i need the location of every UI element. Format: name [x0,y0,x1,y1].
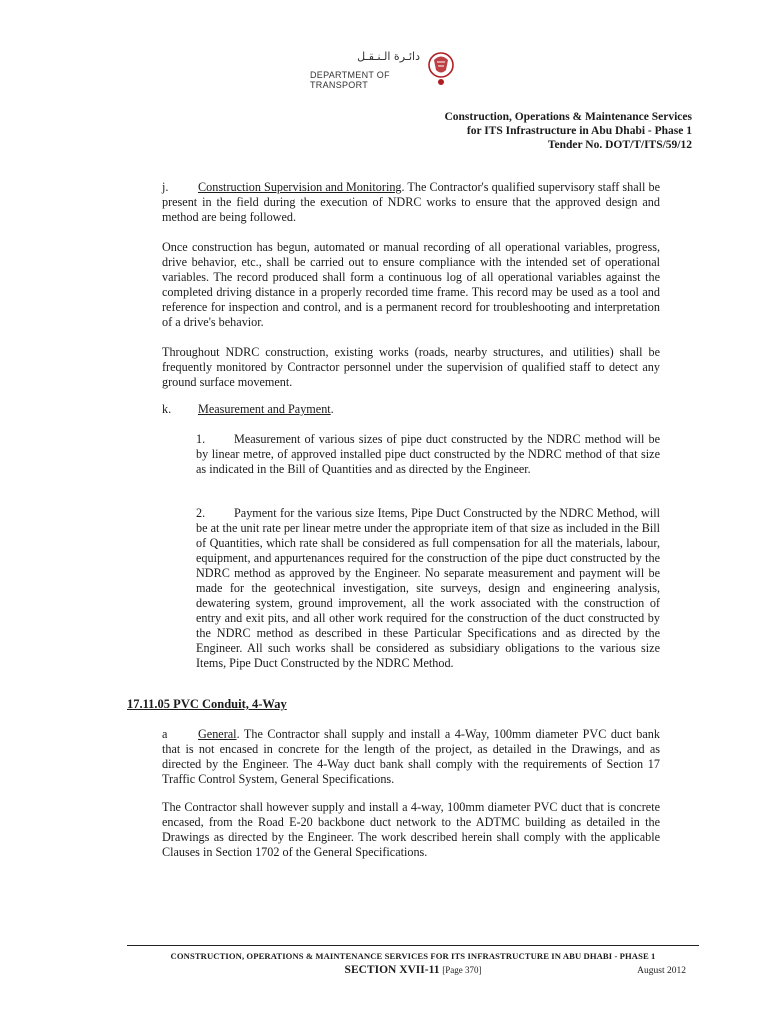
item-k2-text: Payment for the various size Items, Pipe Duct Constructed by the NDRC Method, will be at the unit rate per linear metre under the appropriate item of that size as included in the Bill of Quantities, which rate shall be considered as full compensation for all the materials, labour, equipment, and appurtenances required for the construction of the pipe duct constructed by the NDRC method as approved by the Engineer. No separate measurement and payment will be made for the geotechnical investigation, site surveys, design and engineering analysis, dewatering system, ground improvement, all the work associated with the construction of entry and exit pits, and all other work required for the construction of the duct constructed by the NDRC method as described in these Particular Specifications and as directed by the Engineer. All such works shall be considered as subsidiary obligations to the various size Items, Pipe Duct Constructed by the NDRC Method. [196,506,660,670]
section-title: 17.11.05 PVC Conduit, 4-Way [127,697,287,711]
header-line-3: Tender No. DOT/T/ITS/59/12 [547,139,692,151]
footer-page-number: [Page 370] [442,965,482,975]
recording-text: Once construction has begun, automated or manual recording of all operational variables, progress, drive behavior, etc., shall be carried out to ensure compliance with the intended set of operational variables. The record produced shall form a continuous log of all operational variables against the completed driving distance in a properly recorded time frame. This record may be used as a tool and reference for inspection and control, and is a permanent record for troubleshooting and interpretation of a drive's behavior. [162,240,660,329]
footer-divider [127,945,699,946]
footer-title: CONSTRUCTION, OPERATIONS & MAINTENANCE SERVICES FOR ITS INFRASTRUCTURE IN ABU DHABI - PHASE 1 [170,951,656,961]
item-a-text: . The Contractor shall supply and install a 4-Way, 100mm diameter PVC duct bank that is not encased in concrete for the length of the project, as detailed in the Drawings, and as directed by the Engineer. The 4-Way duct bank shall comply with the requirements of Section 17 Traffic Control System, General Specifications. [162,727,660,786]
footer-section: SECTION XVII-11 [344,964,440,976]
item-j-text: . The Contractor's qualified supervisory staff shall be present in the field during the execution of NDRC works to ensure that the approved design and method are being followed. [162,180,660,224]
item-k2-number: 2. [196,506,206,520]
footer-date: August 2012 [637,966,686,976]
header-line-1: Construction, Operations & Maintenance Services [444,111,692,123]
item-a-letter: a [162,727,168,741]
item-k-heading: Measurement and Payment [198,402,331,416]
recording-paragraph [162,240,660,330]
document-header [444,110,692,152]
logo-english-text: DEPARTMENT OF TRANSPORT [310,70,390,90]
header-line-2: for ITS Infrastructure in Abu Dhabi - Phase 1 [466,125,692,137]
item-a-heading: General [198,727,237,741]
item-k-period: . [330,402,334,416]
department-logo [310,48,460,98]
item-k1-number: 1. [196,432,206,446]
item-k2-paragraph [196,506,660,671]
item-k-heading-line [162,402,660,417]
item-a-paragraph [162,727,660,787]
logo-arabic-text: دائـرة الـنـقـل [357,50,420,63]
encased-text: The Contractor shall however supply and install a 4-way, 100mm diameter PVC duct that is concrete encased, from the Road E-20 backbone duct network to the ADTMC building as detailed in the Drawings as directed by the Engineer. The work described herein shall comply with the applicable Clauses in Section 1702 of the General Specifications. [162,800,660,859]
item-k1-paragraph [196,432,660,477]
item-j-paragraph [162,180,660,225]
item-k1-text: Measurement of various sizes of pipe duct constructed by the NDRC method will be by linear metre, of approved installed pipe duct constructed by the NDRC method of that size as indicated in the Bill of Quantities and as directed by the Engineer. [196,432,660,476]
item-j-heading: Construction Supervision and Monitoring [198,180,402,194]
encased-paragraph [162,800,660,860]
item-k-letter: k. [162,402,172,416]
monitoring-text: Throughout NDRC construction, existing works (roads, nearby structures, and utilities) shall be frequently monitored by Contractor personnel under the supervision of qualified staff to detect any ground surface movement. [162,345,660,389]
falcon-emblem-icon [426,48,456,88]
footer-section-line [127,964,699,976]
item-j-letter: j. [162,180,169,194]
monitoring-paragraph [162,345,660,390]
